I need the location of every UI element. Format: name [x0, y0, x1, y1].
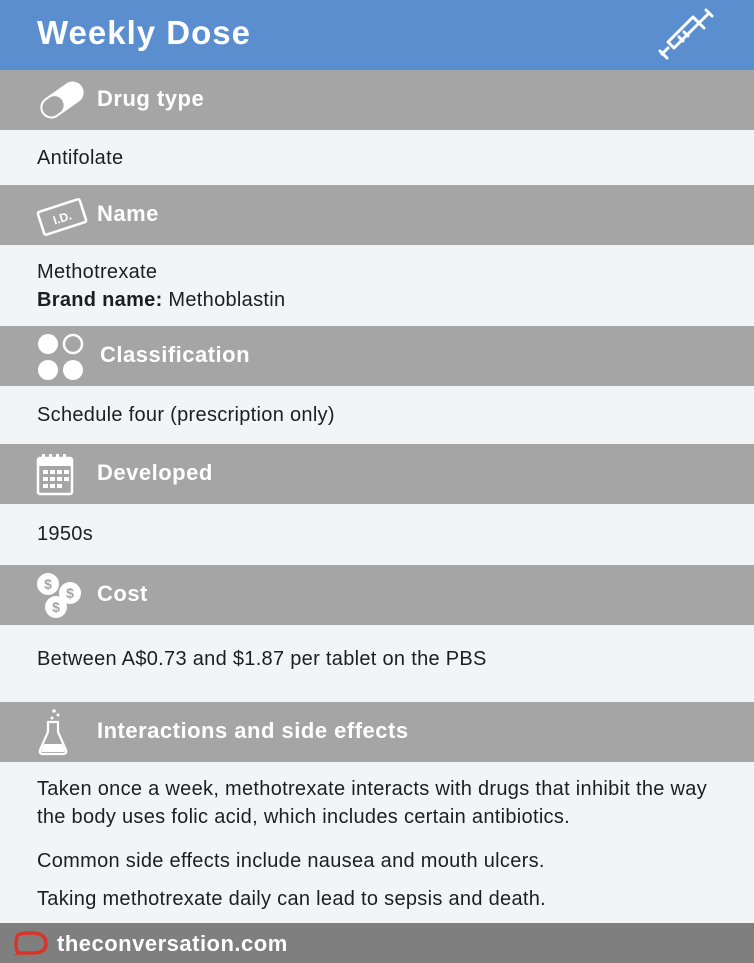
interactions-text	[37, 775, 724, 929]
cost-value: Between A$0.73 and $1.87 per tablet on the PBS	[37, 648, 487, 670]
section-header-cost	[0, 565, 754, 625]
section-label: Classification	[100, 342, 251, 367]
paragraph: Taken once a week, methotrexate interacts with drugs that inhibit the way the body uses folic acid, which includes certain antibiotics.	[37, 778, 708, 828]
developed-value: 1950s	[37, 523, 93, 545]
classification-value: Schedule four (prescription only)	[37, 404, 335, 426]
conversation-logo-icon	[12, 931, 50, 957]
section-header-interactions	[0, 702, 754, 762]
section-label: Cost	[97, 581, 148, 606]
footer-bar	[0, 923, 754, 963]
name-value	[37, 258, 724, 314]
section-label: Developed	[97, 460, 213, 485]
flask-icon	[34, 708, 90, 756]
calendar-icon	[34, 450, 90, 498]
svg-text:$: $	[44, 576, 52, 592]
paragraph: Common side effects include nausea and mouth ulcers.	[37, 850, 545, 872]
section-label: Name	[97, 201, 159, 226]
section-header-developed	[0, 444, 754, 504]
page-title: Weekly Dose	[37, 14, 251, 51]
section-header-drug-type	[0, 70, 754, 130]
section-label: Drug type	[97, 86, 205, 111]
paragraph: Taking methotrexate daily can lead to sepsis and death.	[37, 888, 547, 910]
header-banner	[0, 0, 754, 70]
brand-name-value: Methoblastin	[168, 289, 286, 311]
section-header-name	[0, 185, 754, 245]
section-header-classification	[0, 326, 754, 386]
circles-icon	[34, 332, 90, 380]
site-name: theconversation.com	[57, 931, 288, 956]
id-card-icon	[34, 191, 90, 239]
pill-icon	[34, 76, 90, 124]
generic-name: Methotrexate	[37, 261, 158, 283]
svg-text:I.D.: I.D.	[51, 208, 74, 228]
svg-text:$: $	[52, 599, 60, 615]
syringe-icon	[654, 6, 714, 64]
brand-name-label: Brand name:	[37, 289, 163, 311]
brand-name-line	[37, 286, 724, 314]
drug-type-value: Antifolate	[37, 147, 124, 169]
section-label: Interactions and side effects	[97, 718, 409, 743]
svg-text:$: $	[66, 585, 74, 601]
coins-icon	[34, 571, 90, 619]
